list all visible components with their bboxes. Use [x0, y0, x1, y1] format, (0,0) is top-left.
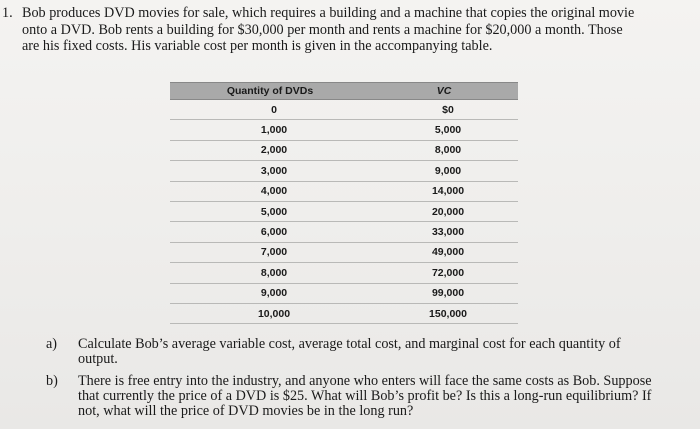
- question-a: [46, 337, 686, 367]
- quantity-cell: 2,000: [260, 144, 288, 157]
- table-body: [170, 100, 518, 324]
- question-line: not, what will the price of DVD movies be in the long run?: [78, 403, 414, 420]
- quantity-cell: 6,000: [260, 226, 288, 239]
- table-row: [170, 100, 518, 120]
- question-label: b): [46, 373, 58, 389]
- vc-cell: 20,000: [431, 205, 465, 218]
- problem-text: [22, 5, 692, 55]
- quantity-cell: 7,000: [260, 246, 288, 259]
- vc-cell: 8,000: [434, 144, 462, 157]
- problem-line: onto a DVD. Bob rents a building for $30,000 per month and rents a machine for $20,000 a month. Those: [22, 21, 623, 38]
- vc-cell: 150,000: [429, 307, 467, 320]
- table-row: [170, 182, 518, 202]
- table-row: [170, 284, 518, 304]
- quantity-cell: 0: [271, 103, 277, 116]
- table-row: [170, 161, 518, 181]
- question-line: output.: [78, 351, 118, 368]
- quantity-cell: 5,000: [260, 205, 288, 218]
- quantity-cell: 3,000: [260, 164, 288, 177]
- vc-cell: 99,000: [431, 287, 465, 300]
- question-line: that currently the price of a DVD is $25. What will Bob’s profit be? Is this a long-run equilibrium? If: [78, 388, 652, 405]
- vc-cell: 72,000: [431, 266, 465, 279]
- question-line: There is free entry into the industry, and anyone who enters will face the same costs as Bob. Suppose: [78, 373, 652, 389]
- vc-cell: $0: [442, 103, 454, 116]
- quantity-cell: 9,000: [260, 287, 288, 300]
- table-row: [170, 120, 518, 140]
- problem-number: 1.: [2, 5, 13, 21]
- vc-cell: 33,000: [431, 226, 465, 239]
- table-header: [170, 82, 518, 100]
- header-quantity: Quantity of DVDs: [226, 85, 314, 97]
- header-vc: VC: [436, 85, 452, 97]
- table-row: [170, 243, 518, 263]
- question-line: Calculate Bob’s average variable cost, average total cost, and marginal cost for each quantity of: [78, 336, 621, 352]
- vc-cell: 9,000: [434, 164, 462, 177]
- question-text: [78, 374, 686, 420]
- table-row: [170, 304, 518, 324]
- quantity-cell: 1,000: [260, 124, 288, 137]
- question-text: [78, 337, 686, 367]
- table-row: [170, 141, 518, 161]
- table-row: [170, 263, 518, 283]
- problem-line: are his fixed costs. His variable cost per month is given in the accompanying table.: [22, 38, 493, 54]
- question-b: [46, 374, 686, 420]
- problem-line: Bob produces DVD movies for sale, which requires a building and a machine that copies the original movie: [22, 5, 635, 21]
- quantity-cell: 10,000: [257, 307, 291, 320]
- table-row: [170, 222, 518, 242]
- vc-cell: 14,000: [431, 185, 465, 198]
- quantity-cell: 8,000: [260, 266, 288, 279]
- vc-cell: 49,000: [431, 246, 465, 259]
- quantity-cell: 4,000: [260, 185, 288, 198]
- variable-cost-table: [170, 82, 518, 324]
- question-label: a): [46, 336, 58, 352]
- table-row: [170, 202, 518, 222]
- vc-cell: 5,000: [434, 124, 462, 137]
